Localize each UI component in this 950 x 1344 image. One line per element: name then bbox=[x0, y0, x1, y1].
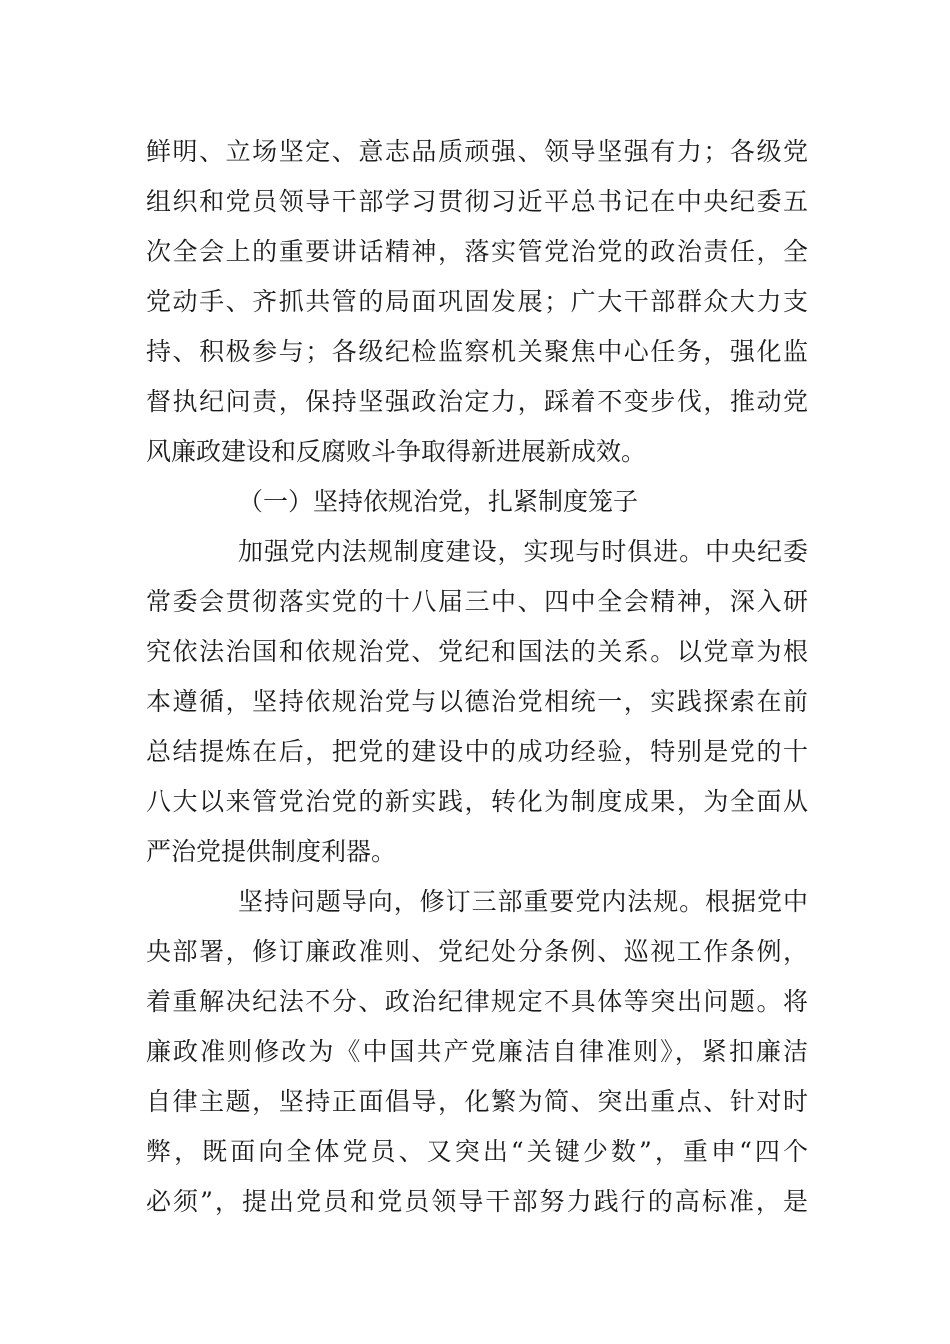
paragraph-start-1: 加强党内法规制度建设，实现与时俱进。中央纪委 bbox=[238, 537, 808, 566]
paragraph-start-2: 坚持问题导向，修订三部重要党内法规。根据党中 bbox=[238, 887, 808, 916]
text-line-18: 着重解决纪法不分、政治纪律规定不具体等突出问题。将 bbox=[146, 987, 808, 1016]
text-line-14: 八大以来管党治党的新实践，转化为制度成果，为全面从 bbox=[146, 787, 808, 816]
text-line-21: 弊，既面向全体党员、又突出“关键少数”，重申“四个 bbox=[146, 1137, 808, 1166]
text-line-13: 总结提炼在后，把党的建设中的成功经验，特别是党的十 bbox=[146, 737, 808, 766]
text-line-20: 自律主题，坚持正面倡导，化繁为简、突出重点、针对时 bbox=[146, 1087, 808, 1116]
text-line-5: 持、积极参与；各级纪检监察机关聚焦中心任务，强化监 bbox=[146, 337, 808, 366]
text-line-10: 常委会贯彻落实党的十八届三中、四中全会精神，深入研 bbox=[146, 587, 808, 616]
text-line-4: 党动手、齐抓共管的局面巩固发展；广大干部群众大力支 bbox=[146, 287, 808, 316]
text-line-19: 廉政准则修改为《中国共产党廉洁自律准则》，紧扣廉洁 bbox=[146, 1037, 808, 1066]
text-line-17: 央部署，修订廉政准则、党纪处分条例、巡视工作条例， bbox=[146, 937, 808, 966]
section-heading: （一）坚持依规治党，扎紧制度笼子 bbox=[238, 487, 639, 516]
text-line-22: 必须”，提出党员和党员领导干部努力践行的高标准，是 bbox=[146, 1187, 808, 1216]
text-line-3: 次全会上的重要讲话精神，落实管党治党的政治责任，全 bbox=[146, 237, 808, 266]
text-line-11: 究依法治国和依规治党、党纪和国法的关系。以党章为根 bbox=[146, 637, 808, 666]
text-line-2: 组织和党员领导干部学习贯彻习近平总书记在中央纪委五 bbox=[146, 187, 808, 216]
text-line-15: 严治党提供制度利器。 bbox=[146, 837, 397, 866]
text-line-7: 风廉政建设和反腐败斗争取得新进展新成效。 bbox=[146, 437, 647, 466]
text-line-6: 督执纪问责，保持坚强政治定力，踩着不变步伐，推动党 bbox=[146, 387, 808, 416]
text-line-1: 鲜明、立场坚定、意志品质顽强、领导坚强有力；各级党 bbox=[146, 137, 808, 166]
text-line-12: 本遵循，坚持依规治党与以德治党相统一，实践探索在前 bbox=[146, 687, 808, 716]
